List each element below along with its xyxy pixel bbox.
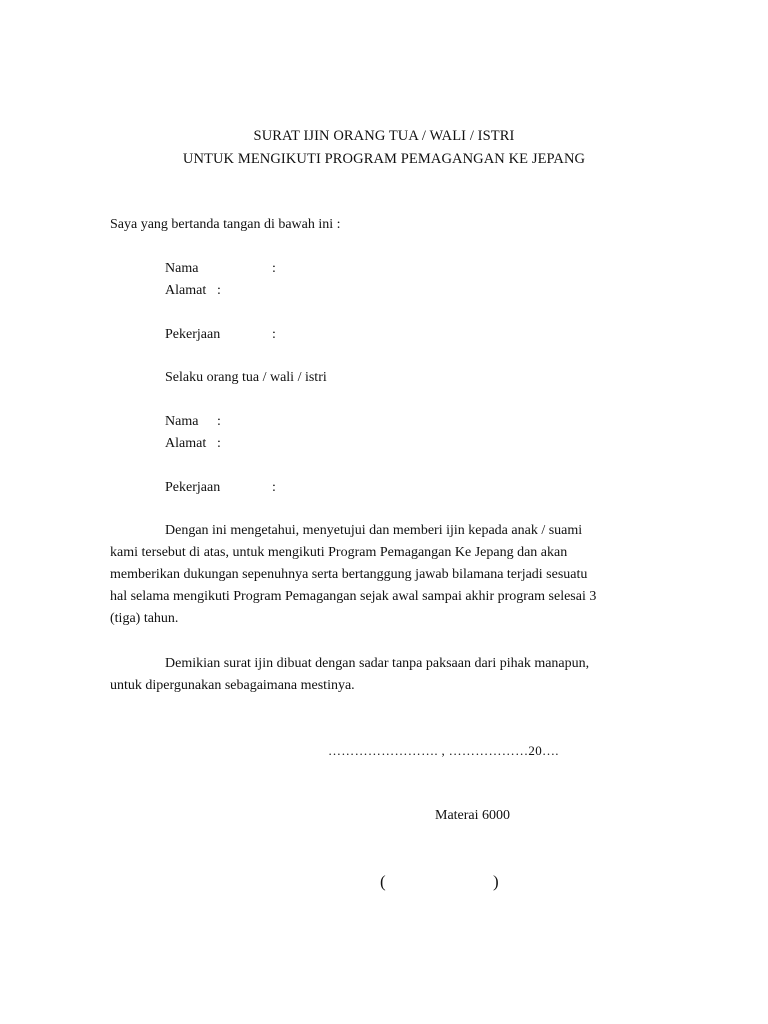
paragraph2-line: Demikian surat ijin dibuat dengan sadar tanpa paksaan dari pihak manapun, — [165, 656, 590, 671]
applicant-alamat-label: Alamat — [165, 436, 207, 451]
signer-pekerjaan-colon: : — [272, 327, 276, 342]
applicant-pekerjaan-label: Pekerjaan — [165, 480, 221, 495]
applicant-alamat-colon: : — [217, 436, 221, 451]
materai-label: Materai 6000 — [435, 808, 511, 823]
signer-nama-colon: : — [272, 261, 276, 276]
applicant-nama-label: Nama — [165, 414, 199, 429]
applicant-pekerjaan-colon: : — [272, 480, 276, 495]
paragraph1-line: Dengan ini mengetahui, menyetujui dan memberi ijin kepada anak / suami — [165, 523, 583, 538]
paragraph1-line: hal selama mengikuti Program Pemagangan sejak awal sampai akhir program selesai 3 — [110, 589, 597, 604]
place-date-line: ……………………. , ………………20…. — [328, 743, 559, 758]
document-title-line-2: UNTUK MENGIKUTI PROGRAM PEMAGANGAN KE JEPANG — [182, 151, 586, 167]
document-title-line-1: SURAT IJIN ORANG TUA / WALI / ISTRI — [253, 128, 515, 144]
signer-alamat-label: Alamat — [165, 283, 207, 298]
paragraph1-line: memberikan dukungan sepenuhnya serta bertanggung jawab bilamana terjadi sesuatu — [110, 567, 588, 582]
relation-text: Selaku orang tua / wali / istri — [165, 370, 327, 385]
paragraph1-line: (tiga) tahun. — [110, 611, 179, 626]
signature-paren-open: ( — [380, 872, 386, 891]
paragraph2-line: untuk dipergunakan sebagaimana mestinya. — [110, 678, 355, 693]
applicant-nama-colon: : — [217, 414, 221, 429]
signer-pekerjaan-label: Pekerjaan — [165, 327, 221, 342]
intro-text: Saya yang bertanda tangan di bawah ini : — [110, 217, 341, 232]
signer-nama-label: Nama — [165, 261, 199, 276]
signer-alamat-colon: : — [217, 283, 221, 298]
signature-paren-close: ) — [493, 872, 499, 891]
paragraph1-line: kami tersebut di atas, untuk mengikuti Program Pemagangan Ke Jepang dan akan — [110, 545, 568, 560]
